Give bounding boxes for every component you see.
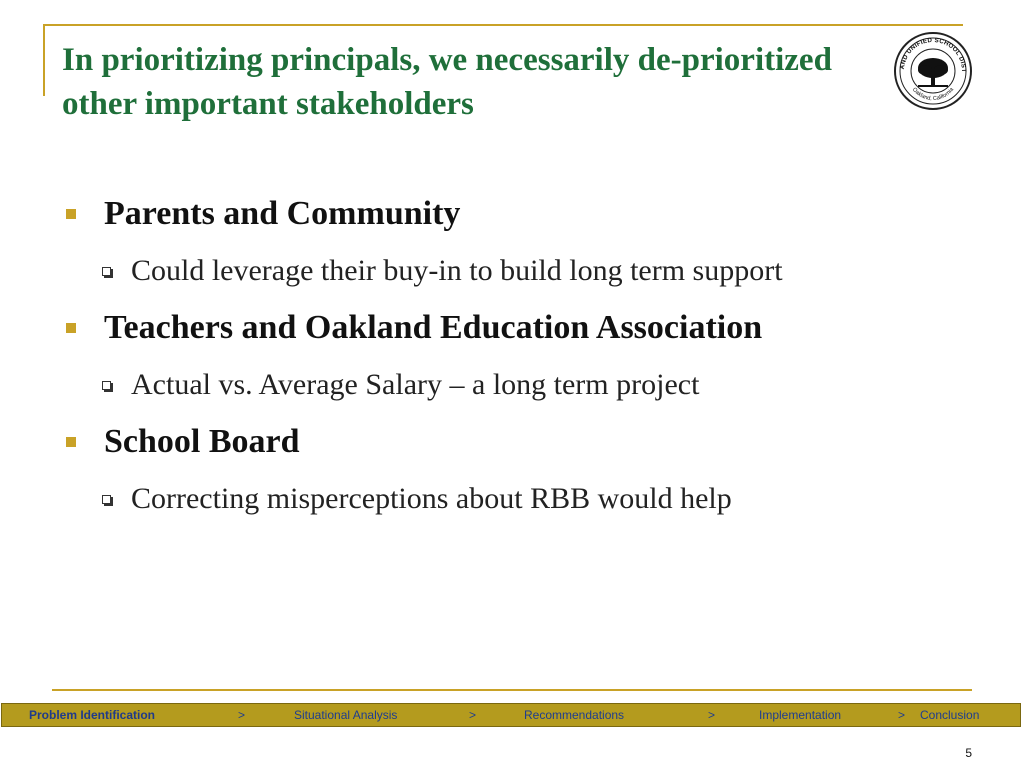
square-bullet-icon — [66, 209, 76, 219]
square-bullet-icon — [66, 323, 76, 333]
sub-bullet-text: Could leverage their buy-in to build long term support — [131, 254, 783, 287]
nav-situational-analysis[interactable]: Situational Analysis — [294, 708, 398, 722]
bullet-parents-community — [62, 186, 962, 242]
top-border — [43, 24, 963, 26]
page-number: 5 — [965, 746, 972, 760]
nav-implementation[interactable]: Implementation — [759, 708, 842, 722]
bullet-label: School Board — [104, 423, 300, 460]
sub-bullet-text: Correcting misperceptions about RBB would help — [131, 482, 732, 515]
nav-problem-identification[interactable]: Problem Identification — [29, 708, 156, 722]
district-seal-logo — [892, 30, 974, 112]
hollow-square-bullet-icon — [102, 381, 111, 390]
sub-bullet-text: Actual vs. Average Salary – a long term project — [131, 368, 700, 401]
nav-separator: > — [898, 708, 906, 722]
sub-bullet-board — [102, 470, 962, 528]
bullet-label: Teachers and Oakland Education Association — [104, 309, 763, 346]
section-nav-bar — [1, 703, 1021, 727]
oak-tree-seal-icon — [892, 30, 974, 112]
sub-bullet-teachers — [102, 356, 962, 414]
hollow-square-bullet-icon — [102, 495, 111, 504]
left-border — [43, 24, 45, 96]
slide-title: In prioritizing principals, we necessarily de-prioritized other important stakeholders — [62, 42, 832, 122]
svg-text:Oakland, California: Oakland, California — [910, 86, 956, 103]
square-bullet-icon — [66, 437, 76, 447]
bullet-list — [62, 186, 962, 528]
bullet-school-board — [62, 414, 962, 470]
sub-bullet-parents — [102, 242, 962, 300]
nav-separator: > — [238, 708, 246, 722]
nav-separator: > — [708, 708, 716, 722]
hollow-square-bullet-icon — [102, 267, 111, 276]
bullet-teachers-oea — [62, 300, 962, 356]
nav-separator: > — [469, 708, 477, 722]
footer-divider — [52, 689, 972, 691]
bullet-label: Parents and Community — [104, 195, 461, 232]
svg-text:OAKLAND UNIFIED SCHOOL DISTRIC: AND UNIFIED SCHOOL DIST — [898, 36, 968, 73]
nav-conclusion[interactable]: Conclusion — [920, 708, 980, 722]
nav-recommendations[interactable]: Recommendations — [524, 708, 625, 722]
